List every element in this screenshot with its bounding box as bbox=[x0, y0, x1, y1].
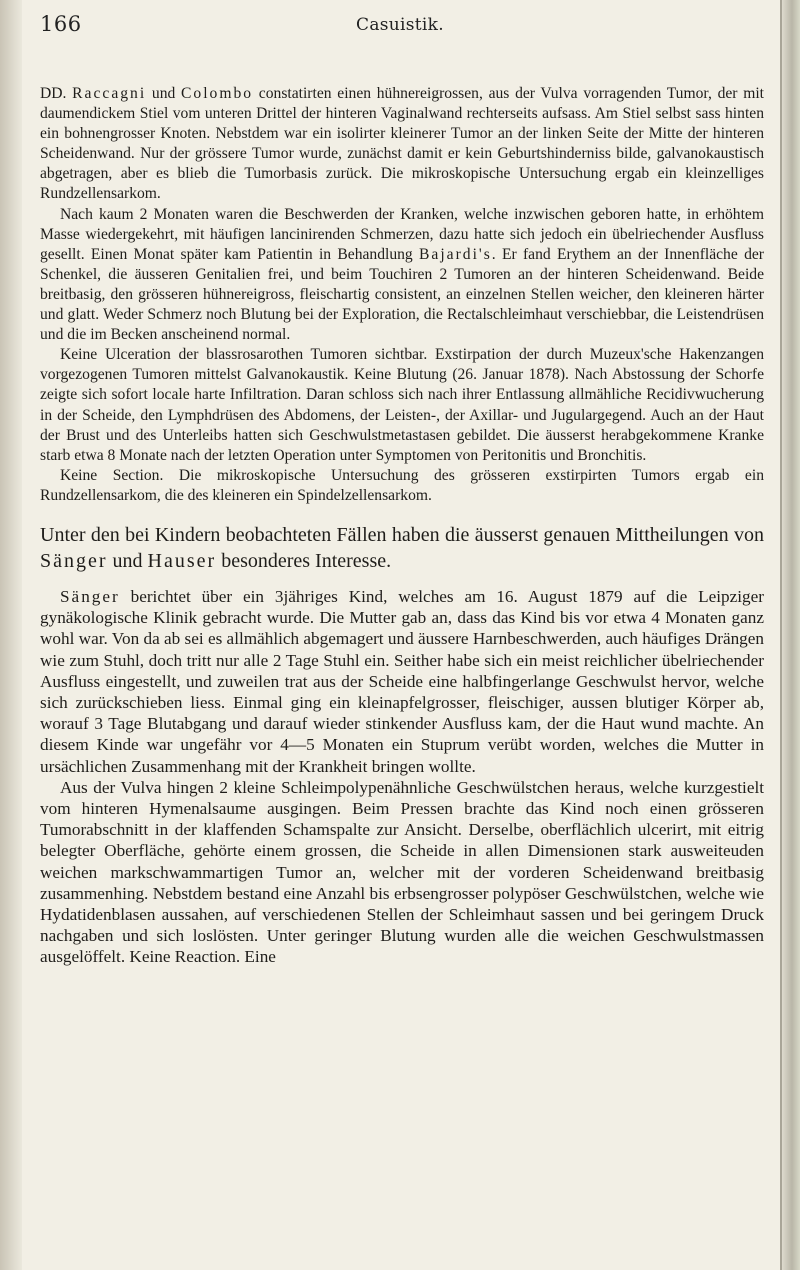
author-name: Colombo bbox=[181, 85, 254, 102]
page-number: 166 bbox=[40, 12, 82, 36]
text-segment: Aus der Vulva hingen 2 kleine Schleimpolypenähnliche Geschwülstchen heraus, welche kurzgestielt vom hinteren Hymenalsaume ausgingen. Beim Pressen brachte das Kind noch einen grösseren Tumorabschnitt in der klaffenden Schamspalte zur Ansicht. Derselbe, oberflächlich ulcerirt, mit eitrig belegter Oberfläche, gehörte einem grossen, die Scheide in allen Dimensionen stark ausweiteuden weichen markschwammartigen Tumor an, welcher mit der vorderen Scheidenwand breitbasig zusammenhing. Nebstdem bestand eine Anzahl bis erbsengrosser polypöser Geschwülstchen, welche wie Hydatidenblasen aussahen, auf verschiedenen Stellen der Schleimhaut sassen und bei geringem Druck nachgaben und sich loslösten. Unter geringer Blutung wurden alle die weichen Geschwulstmassen ausgelöffelt. Keine Reaction. Eine bbox=[40, 777, 764, 967]
running-head: Casuistik. bbox=[356, 15, 444, 35]
paragraph-section bbox=[40, 466, 764, 506]
text-segment: berichtet über ein 3jähriges Kind, welches am 16. August 1879 auf die Leipziger gynäkologische Klinik gebracht wurde. Die Mutter gab an, dass das Kind bis vor etwa 4 Monaten ganz wohl war. Von da ab sei es allmählich abgemagert und äussere Harnbeschwerden, auch häufiges Drängen wie zum Stuhl, doch tritt nur alle 2 Tage Stuhl ein. Seither habe sich ein meist reichlicher übelriechender Ausfluss eingestellt, und zuweilen trat aus der Scheide eine halbfingerlange Geschwulst hervor, welche sich zurückschieben liess. Einmal ging ein kleinapfelgrosser, fleischiger, aussen blutiger Körper ab, worauf 3 Tage Blutabgang und darauf wieder stinkender Ausfluss kam, der die Haut wund machte. An diesem Kinde war ungefähr vor 4—5 Monaten ein Stuprum verübt worden, welches die Mutter in ursächlichen Zusammenhang mit der Krankheit bringen wollte. bbox=[40, 586, 764, 776]
text-segment: Keine Ulceration der blassrosarothen Tumoren sichtbar. Exstirpation der durch Muzeux'sche Hakenzangen vorgezogenen Tumoren mittelst Galvanokaustik. Keine Blutung (26. Januar 1878). Nach Abstossung der Schorfe zeigte sich sofort locale harte Infiltration. Daran schloss sich nach ihrer Entlassung allmähliche Recidivwucherung in der Scheide, den Lymphdrüsen des Abdomens, der Leisten-, der Axillar- und Jugulargegend. Auch an der Haut der Brust und des Unterleibs hatten sich Geschwulstmetastasen gebildet. Die äusserst herabgekommene Kranke starb etwa 8 Monate nach der letzten Operation unter Symptomen von Peritonitis und Bronchitis. bbox=[40, 346, 764, 464]
text-segment: constatirten einen hühnereigrossen, aus der Vulva vorragenden Tumor, der mit daumendickem Stiel vom unteren Drittel der hinteren Vaginalwand rechterseits aufsass. Am Stiel selbst sass hinten ein bohnengrosser Knoten. Nebstdem war ein isolirter kleinerer Tumor an der linken Seite der Mitte der hinteren Scheidenwand. Nur der grössere Tumor wurde, zunächst damit er kein Geburtshinderniss bilde, galvanokaustisch abgetragen, aber es blieb die Tumorbasis zurück. Die mikroskopische Untersuchung ergab ein kleinzelliges Rundzellensarkom. bbox=[40, 85, 765, 203]
text-segment: . Er fand Erythem an der Innenfläche der Schenkel, die äusseren Genitalien frei, und beim Touchiren 2 Tumoren an der hinteren Scheidenwand. Beide breitbasig, den grösseren hühnereigross, fleischartig consistent, an einzelnen Stellen weicher, den kleineren härter und glatt. Weder Schmerz noch Blutung bei der Exploration, die Rectalschleimhaut verschiebbar, die Leistendrüsen und die im Becken anscheinend normal. bbox=[40, 245, 764, 344]
author-name: Sänger bbox=[40, 549, 108, 572]
author-name: Sänger bbox=[60, 586, 120, 606]
book-binding-edge bbox=[782, 0, 800, 1270]
text-segment: DD. bbox=[40, 85, 73, 102]
text-segment: besonderes Interesse. bbox=[216, 549, 392, 572]
paragraph-saenger-report bbox=[40, 586, 764, 777]
paragraph-children-intro bbox=[40, 522, 764, 574]
paragraph-raccagni-colombo bbox=[40, 84, 764, 205]
text-segment: und bbox=[107, 549, 148, 572]
text-segment: Keine Section. Die mikroskopische Untersuchung des grösseren exstirpirten Tumors ergab ein Rundzellensarkom, die des kleineren ein Spindelzellensarkom. bbox=[40, 466, 764, 504]
author-name: Bajardi's bbox=[419, 245, 492, 263]
paragraph-vulva-findings bbox=[40, 777, 764, 968]
text-segment: Unter den bei Kindern beobachteten Fällen haben die äusserst genauen Mittheilungen von bbox=[40, 523, 764, 546]
author-name: Raccagni bbox=[72, 85, 147, 102]
page-edge-line bbox=[780, 0, 782, 1270]
page-gutter-shadow bbox=[0, 0, 22, 1270]
page-header bbox=[40, 12, 760, 40]
body-text bbox=[40, 84, 764, 968]
text-segment: und bbox=[146, 85, 182, 102]
author-name: Hauser bbox=[147, 549, 217, 572]
paragraph-recurrence bbox=[40, 205, 764, 346]
paragraph-exstirpation bbox=[40, 345, 764, 466]
text-segment: Nach kaum 2 Monaten waren die Beschwerden der Kranken, welche inzwischen geboren hatte, in erhöhtem Masse wiedergekehrt, mit häufigen lancinirenden Schmerzen, dazu hatte sich jedoch ein übelriechender Ausfluss gesellt. Einen Monat später kam Patientin in Behandlung bbox=[40, 205, 764, 263]
